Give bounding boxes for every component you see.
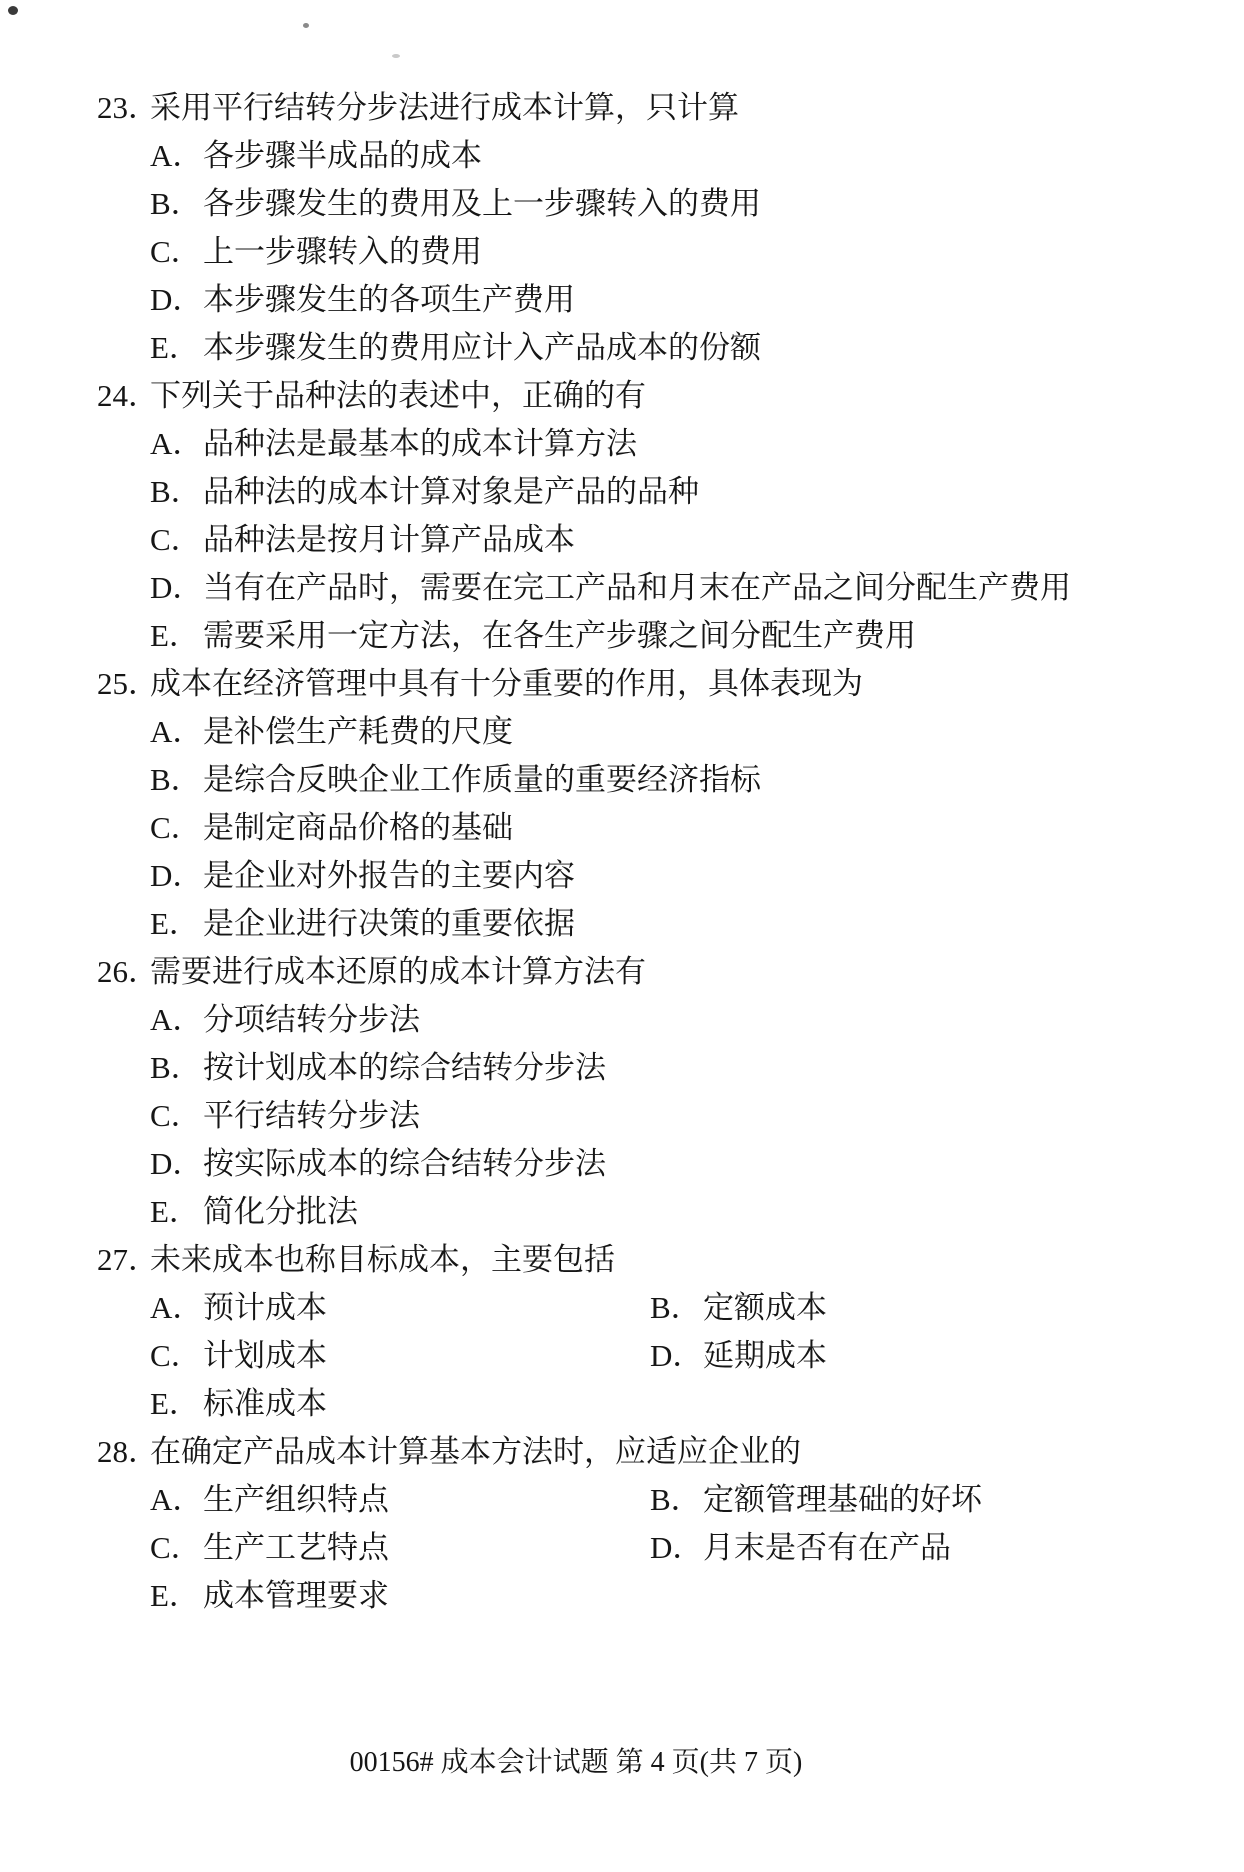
question-number: 27．	[97, 1242, 159, 1277]
question-text: 成本在经济管理中具有十分重要的作用，具体表现为	[150, 666, 863, 701]
option-label: E．	[150, 1386, 200, 1421]
question-26-option-c	[0, 1092, 1244, 1140]
option-text: 需要采用一定方法，在各生产步骤之间分配生产费用	[203, 618, 916, 653]
question-23-option-d	[0, 276, 1244, 324]
question-25-option-c	[0, 804, 1244, 852]
option-label: A．	[150, 1482, 204, 1517]
option-text: 标准成本	[203, 1386, 327, 1421]
question-number: 25．	[97, 666, 159, 701]
option-label: A．	[150, 1290, 204, 1325]
option-label: E．	[150, 618, 200, 653]
question-28-option-e	[0, 1572, 1244, 1620]
option-text: 生产组织特点	[203, 1482, 389, 1517]
option-label: E．	[150, 330, 200, 365]
option-text: 是企业进行决策的重要依据	[203, 906, 575, 941]
option-label: B．	[650, 1290, 702, 1325]
scan-artifact	[303, 23, 309, 28]
option-text: 品种法是最基本的成本计算方法	[203, 426, 637, 461]
option-label: E．	[150, 1578, 200, 1613]
question-number: 24．	[97, 378, 159, 413]
option-label: C．	[150, 522, 202, 557]
scan-artifact	[392, 54, 400, 58]
option-text: 是补偿生产耗费的尺度	[203, 714, 513, 749]
question-26-option-b	[0, 1044, 1244, 1092]
option-label: D．	[150, 858, 204, 893]
question-28-options-ab	[0, 1476, 1244, 1524]
question-27-option-c	[150, 1332, 650, 1380]
question-text: 下列关于品种法的表述中，正确的有	[150, 378, 646, 413]
question-27-option-b	[650, 1284, 827, 1332]
option-label: C．	[150, 810, 202, 845]
question-23-option-e	[0, 324, 1244, 372]
question-text: 在确定产品成本计算基本方法时，应适应企业的	[150, 1434, 801, 1469]
option-text: 各步骤发生的费用及上一步骤转入的费用	[203, 186, 761, 221]
option-label: E．	[150, 1194, 200, 1229]
question-24-option-e	[0, 612, 1244, 660]
option-label: C．	[150, 1098, 202, 1133]
option-text: 延期成本	[703, 1338, 827, 1373]
question-23	[0, 84, 1244, 132]
question-28-options-cd	[0, 1524, 1244, 1572]
question-23-option-c	[0, 228, 1244, 276]
question-28-option-c	[150, 1524, 650, 1572]
question-25	[0, 660, 1244, 708]
question-number: 28．	[97, 1434, 159, 1469]
question-24-option-b	[0, 468, 1244, 516]
option-label: B．	[650, 1482, 702, 1517]
question-number: 23．	[97, 90, 159, 125]
question-24-option-c	[0, 516, 1244, 564]
scan-artifact	[8, 6, 18, 15]
option-text: 按计划成本的综合结转分步法	[203, 1050, 606, 1085]
question-24	[0, 372, 1244, 420]
option-text: 是企业对外报告的主要内容	[203, 858, 575, 893]
page-footer	[0, 1739, 1198, 1787]
question-text: 需要进行成本还原的成本计算方法有	[150, 954, 646, 989]
option-text: 计划成本	[203, 1338, 327, 1373]
option-label: A．	[150, 138, 204, 173]
question-23-option-a	[0, 132, 1244, 180]
question-text: 采用平行结转分步法进行成本计算，只计算	[150, 90, 739, 125]
option-text: 简化分批法	[203, 1194, 358, 1229]
question-26-option-e	[0, 1188, 1244, 1236]
question-28	[0, 1428, 1244, 1476]
option-label: A．	[150, 714, 204, 749]
option-text: 各步骤半成品的成本	[203, 138, 482, 173]
question-28-option-d	[650, 1524, 951, 1572]
question-26	[0, 948, 1244, 996]
option-label: A．	[150, 426, 204, 461]
question-26-option-a	[0, 996, 1244, 1044]
option-label: C．	[150, 234, 202, 269]
question-27-option-d	[650, 1332, 827, 1380]
question-25-option-a	[0, 708, 1244, 756]
question-26-option-d	[0, 1140, 1244, 1188]
option-label: D．	[150, 1146, 204, 1181]
question-24-option-d	[0, 564, 1244, 612]
question-27-option-e	[0, 1380, 1244, 1428]
option-label: B．	[150, 474, 202, 509]
question-23-option-b	[0, 180, 1244, 228]
question-25-option-d	[0, 852, 1244, 900]
option-text: 平行结转分步法	[203, 1098, 420, 1133]
option-label: B．	[150, 186, 202, 221]
option-text: 是综合反映企业工作质量的重要经济指标	[203, 762, 761, 797]
option-text: 定额管理基础的好坏	[703, 1482, 982, 1517]
question-number: 26．	[97, 954, 159, 989]
question-28-option-b	[650, 1476, 982, 1524]
option-text: 是制定商品价格的基础	[203, 810, 513, 845]
question-27-options-ab	[0, 1284, 1244, 1332]
option-label: D．	[150, 570, 204, 605]
option-text: 本步骤发生的各项生产费用	[203, 282, 575, 317]
option-label: E．	[150, 906, 200, 941]
question-27-options-cd	[0, 1332, 1244, 1380]
question-28-option-a	[150, 1476, 650, 1524]
page-footer-text: 00156# 成本会计试题 第 4 页(共 7 页)	[349, 1747, 803, 1778]
option-text: 按实际成本的综合结转分步法	[203, 1146, 606, 1181]
option-text: 成本管理要求	[203, 1578, 389, 1613]
option-text: 上一步骤转入的费用	[203, 234, 482, 269]
option-label: B．	[150, 762, 202, 797]
option-text: 品种法是按月计算产品成本	[203, 522, 575, 557]
option-label: D．	[650, 1530, 704, 1565]
question-25-option-b	[0, 756, 1244, 804]
option-label: D．	[650, 1338, 704, 1373]
question-25-option-e	[0, 900, 1244, 948]
question-27	[0, 1236, 1244, 1284]
option-text: 预计成本	[203, 1290, 327, 1325]
option-label: D．	[150, 282, 204, 317]
question-text: 未来成本也称目标成本，主要包括	[150, 1242, 615, 1277]
option-text: 分项结转分步法	[203, 1002, 420, 1037]
option-label: B．	[150, 1050, 202, 1085]
option-label: C．	[150, 1338, 202, 1373]
option-label: A．	[150, 1002, 204, 1037]
option-text: 当有在产品时，需要在完工产品和月末在产品之间分配生产费用	[203, 570, 1071, 605]
option-text: 月末是否有在产品	[703, 1530, 951, 1565]
question-27-option-a	[150, 1284, 650, 1332]
option-text: 本步骤发生的费用应计入产品成本的份额	[203, 330, 761, 365]
option-text: 定额成本	[703, 1290, 827, 1325]
option-label: C．	[150, 1530, 202, 1565]
question-24-option-a	[0, 420, 1244, 468]
option-text: 品种法的成本计算对象是产品的品种	[203, 474, 699, 509]
option-text: 生产工艺特点	[203, 1530, 389, 1565]
